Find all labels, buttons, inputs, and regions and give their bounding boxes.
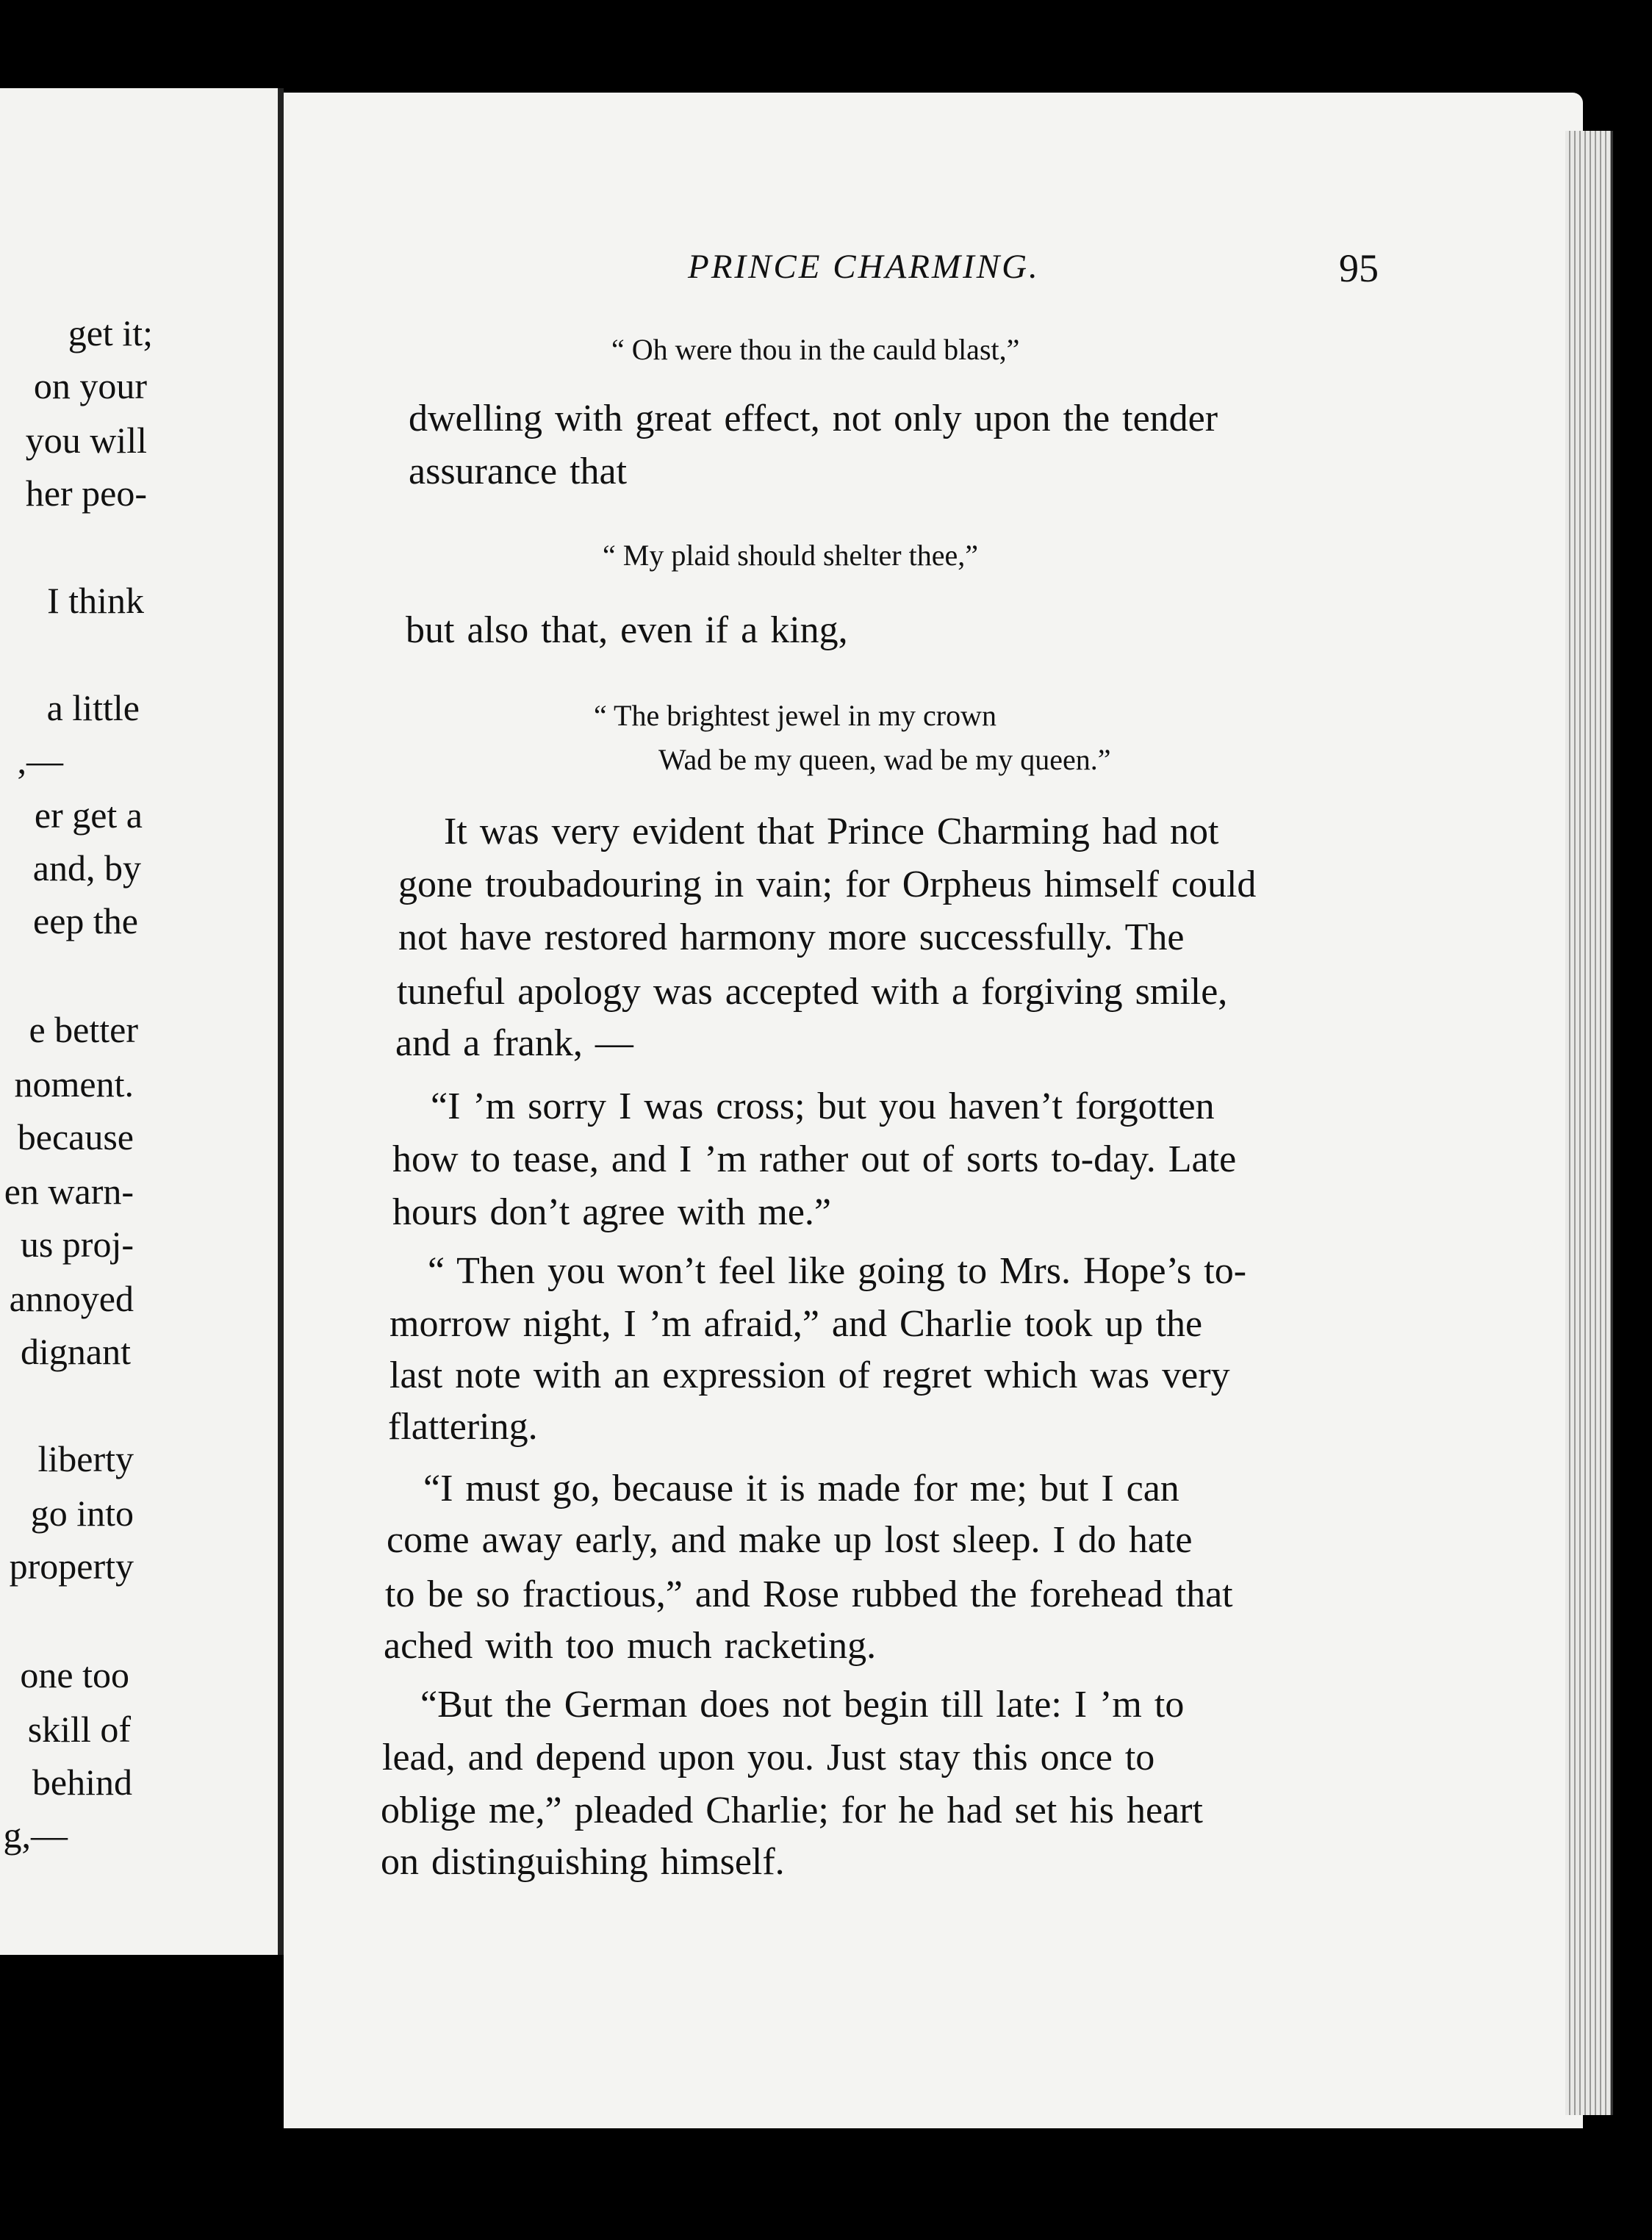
text-line: It was very evident that Prince Charming had not [444,811,1219,852]
text-line: how to tease, and I ’m rather out of sorts to-day. Late [392,1138,1237,1180]
left-page-fragment: her peo- [25,473,147,514]
page-number: 95 [1339,246,1379,290]
left-page-fragment: er get a [34,794,143,836]
left-page-fragment: en warn- [4,1171,134,1212]
left-page-fragment: noment. [14,1063,134,1105]
text-line: tuneful apology was accepted with a forgiving smile, [397,971,1228,1013]
text-line: ached with too much racketing. [384,1625,877,1667]
left-page-fragment: you will [25,420,147,461]
left-page-fragment: property [9,1546,134,1587]
left-page-fragment: one too [20,1654,129,1695]
left-page-fragment: liberty [37,1438,134,1479]
text-line: assurance that [409,450,628,492]
left-page-fragment: and, by [32,847,141,889]
left-page-fragment: e better [29,1009,138,1050]
text-line: flattering. [388,1406,538,1448]
left-page-fragment: eep the [33,900,138,941]
left-page-fragment: dignant [21,1331,131,1372]
verse-quote: “ Oh were thou in the cauld blast,” [611,333,1020,366]
left-page-fragment: behind [32,1762,132,1803]
text-line: on distinguishing himself. [381,1841,785,1883]
page-edge [1565,131,1613,2115]
text-line: hours don’t agree with me.” [392,1191,831,1233]
text-line: “ Then you won’t feel like going to Mrs. Hope’s to- [428,1250,1247,1292]
verse-quote: Wad be my queen, wad be my queen.” [658,743,1111,776]
left-page-fragment: go into [30,1493,134,1534]
left-page-fragment: g,— [3,1814,68,1856]
text-line: last note with an expression of regret which was very [389,1354,1230,1396]
left-page-fragment: on your [33,365,147,406]
text-line: not have restored harmony more successfully. The [398,916,1185,958]
text-line: morrow night, I ’m afraid,” and Charlie took up the [389,1303,1203,1345]
left-page-fragment: because [17,1116,134,1157]
left-page-fragment: us proj- [20,1224,134,1265]
left-page-fragment: skill of [27,1709,131,1750]
text-line: “I must go, because it is made for me; but I can [423,1468,1179,1510]
verse-quote: “ My plaid should shelter thee,” [603,539,978,572]
text-line: dwelling with great effect, not only upon the tender [409,398,1218,439]
book-gutter [278,88,284,1955]
left-page-fragment: a little [46,687,140,728]
text-line: to be so fractious,” and Rose rubbed the forehead that [385,1573,1233,1615]
text-line: and a frank, — [395,1022,633,1064]
running-header: PRINCE CHARMING. [688,248,1040,286]
text-line: come away early, and make up lost sleep. I do hate [387,1519,1193,1561]
text-line: “But the German does not begin till late: I ’m to [420,1684,1185,1726]
text-line: oblige me,” pleaded Charlie; for he had set his heart [381,1790,1203,1831]
left-page-fragment: annoyed [9,1278,134,1319]
text-line: gone troubadouring in vain; for Orpheus himself could [398,864,1257,905]
text-line: lead, and depend upon you. Just stay this once to [382,1737,1155,1778]
verse-quote: “ The brightest jewel in my crown [594,699,997,732]
left-page [0,88,279,1955]
left-page-fragment: I think [47,580,144,621]
text-line: “I ’m sorry I was cross; but you haven’t forgotten [431,1085,1215,1127]
left-page-fragment: get it; [68,312,153,353]
left-page-fragment: ,— [17,740,63,781]
text-line: but also that, even if a king, [406,609,848,651]
